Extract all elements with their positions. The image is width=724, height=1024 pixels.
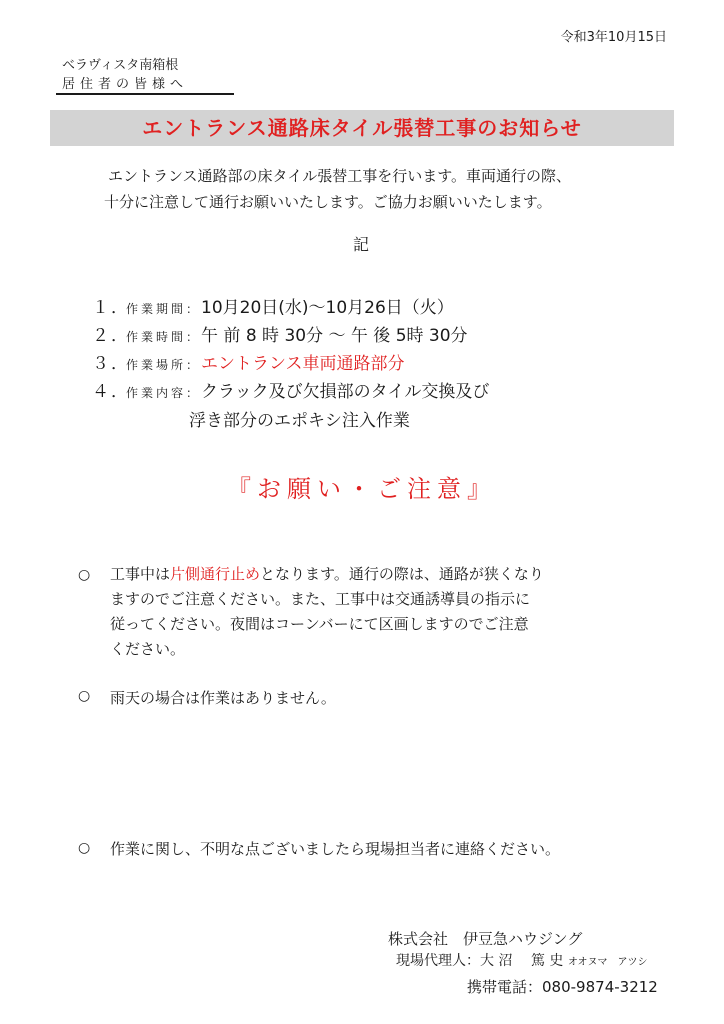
agent-label: 現場代理人：	[396, 953, 480, 969]
item-number: ３．	[92, 354, 130, 374]
recipient-residents: 居住者の皆様へ	[62, 77, 189, 92]
item-label: 作業期間：	[126, 302, 202, 316]
company-name: 株式会社 伊豆急ハウジング	[388, 930, 583, 948]
intro-line-2: 十分に注意して通行お願いいたします。ご協力お願いいたします。	[104, 193, 552, 211]
mobile-phone	[467, 976, 658, 997]
ki-heading: 記	[353, 235, 370, 254]
item-location	[92, 349, 405, 374]
item-number: ４．	[92, 382, 130, 402]
bullet-mark: ○	[78, 688, 91, 704]
agent-kana: オオヌマ アツシ	[567, 957, 648, 968]
item-content	[92, 377, 489, 402]
item-hours	[92, 321, 468, 346]
rain-note: 雨天の場合は作業はありません。	[110, 689, 336, 707]
one-side-closure-text: 片側通行止め	[170, 565, 261, 583]
item-period	[92, 293, 454, 318]
caution-line-3: 従ってください。夜間はコーンバーにて区画しますのでご注意	[110, 615, 529, 633]
item-number: １．	[92, 298, 130, 318]
caution-line-1: 工事中は片側通行止めとなります。通行の際は、通路が狭くなり	[110, 565, 544, 583]
contact-note: 作業に関し、不明な点ございましたら現場担当者に連絡ください。	[110, 840, 561, 858]
item-label: 作業内容：	[126, 386, 202, 400]
caution-line-2: ますのでご注意ください。また、工事中は交通誘導員の指示に	[110, 590, 531, 608]
item-number: ２．	[92, 326, 130, 346]
item-value: エントランス車両通路部分	[201, 354, 405, 374]
document-title: エントランス通路床タイル張替工事のお知らせ	[50, 110, 674, 146]
item-value: クラック及び欠損部のタイル交換及び	[201, 382, 490, 402]
bullet-mark: ○	[78, 840, 91, 856]
item-label: 作業場所：	[126, 358, 202, 372]
item-value: 10月20日(水)～10月26日（火）	[201, 298, 454, 318]
agent-name: 大 沼 篤 史	[480, 953, 564, 969]
item-content-continuation: 浮き部分のエポキシ注入作業	[189, 411, 410, 431]
site-agent	[396, 950, 648, 970]
item-label: 作業時間：	[126, 330, 202, 344]
notice-heading: 『お願い・ご注意』	[227, 475, 497, 503]
recipient-underline	[56, 93, 234, 95]
phone-number: 080-9874-3212	[542, 978, 658, 996]
bullet-mark: ○	[78, 567, 91, 583]
intro-line-1: エントランス通路部の床タイル張替工事を行います。車両通行の際、	[108, 167, 572, 185]
phone-label: 携帯電話：	[467, 978, 543, 996]
caution-paragraph	[110, 562, 544, 662]
recipient-building: ベラヴィスタ南箱根	[62, 58, 179, 73]
item-value: 午 前 8 時 30分 ～ 午 後 5時 30分	[201, 326, 468, 346]
document-date: 令和3年10月15日	[560, 30, 667, 45]
caution-line-4: ください。	[110, 640, 186, 658]
